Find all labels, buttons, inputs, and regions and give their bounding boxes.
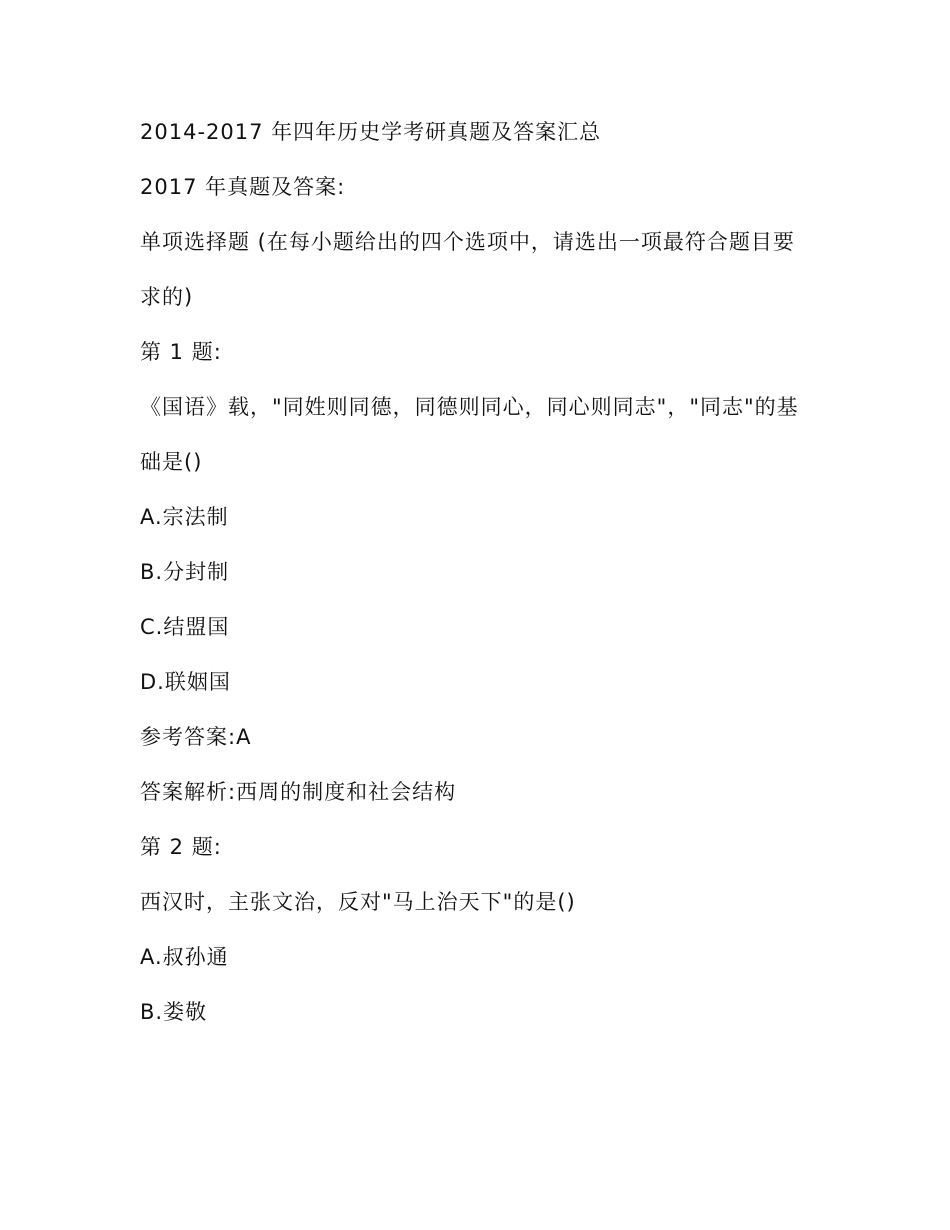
question-2-option-a: A.叔孙通	[140, 945, 229, 969]
question-1-option-b: B.分封制	[140, 560, 230, 584]
question-1-stem: 《国语》载，"同姓则同德，同德则同心，同心则同志"，"同志"的基	[140, 395, 799, 419]
document-body	[140, 114, 805, 1030]
question-2-option-b: B.娄敬	[140, 1000, 208, 1024]
section-instructions: 单项选择题 (在每小题给出的四个选项中，请选出一项最符合题目要	[140, 230, 795, 254]
question-2-stem: 西汉时，主张文治，反对"马上治天下"的是()	[140, 890, 576, 914]
question-1-option-d: D.联姻国	[140, 670, 231, 694]
section-instructions-continued: 求的)	[140, 285, 194, 309]
question-1-answer: 参考答案:A	[140, 725, 252, 749]
question-2-label: 第 2 题:	[140, 835, 222, 859]
question-1-option-a: A.宗法制	[140, 505, 229, 529]
document-title: 2014-2017 年四年历史学考研真题及答案汇总	[140, 120, 602, 144]
question-1-explanation: 答案解析:西周的制度和社会结构	[140, 780, 457, 804]
section-heading-2017: 2017 年真题及答案:	[140, 175, 346, 199]
question-1-label: 第 1 题:	[140, 340, 222, 364]
question-1-stem-continued: 础是()	[140, 450, 203, 474]
question-1-option-c: C.结盟国	[140, 615, 230, 639]
